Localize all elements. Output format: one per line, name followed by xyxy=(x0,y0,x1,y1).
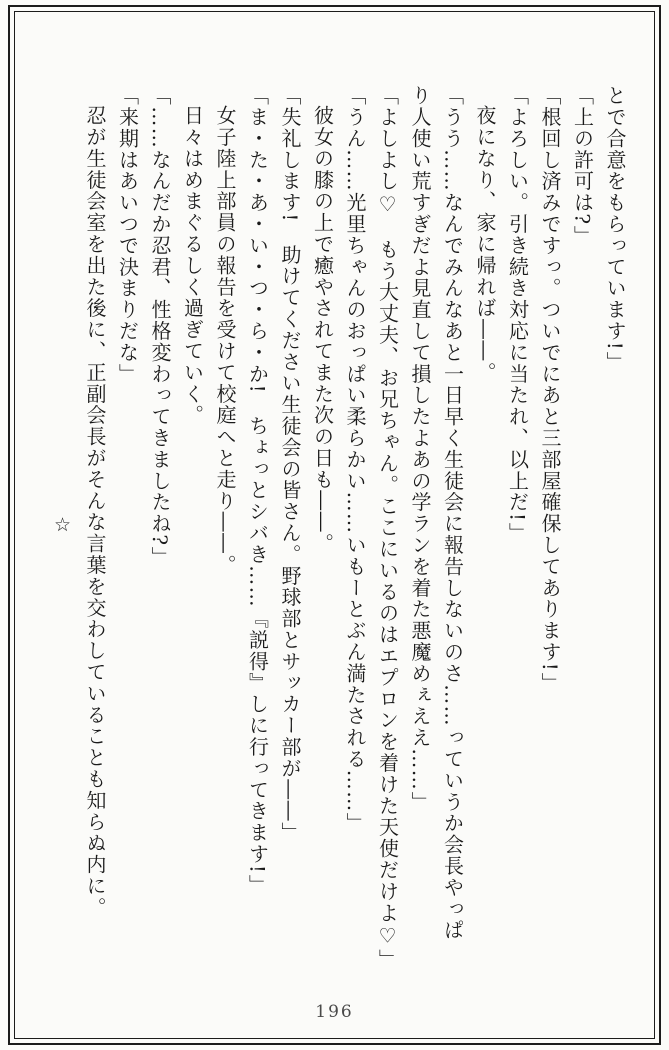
text-line: 「上の許可は?」 xyxy=(570,85,595,247)
text-line: 彼女の膝の上で癒やされてまた次の日も――。 xyxy=(310,105,335,555)
text-line: 「失礼します! 助けてください生徒会の皆さん。野球部とサッカー部が――」 xyxy=(278,85,302,844)
scene-break-star: ☆ xyxy=(51,514,74,536)
text-line: 「根回し済みですっ。ついでにあと三部屋確保してあります!」 xyxy=(538,85,562,694)
text-line: 「うう……なんでみんなあと一日早く生徒会に報告しないのさ……っていうか会長やっぱ xyxy=(440,85,465,941)
text-line: 忍が生徒会室を出た後に、正副会長がそんな言葉を交わしていることも知らぬ内に。 xyxy=(83,105,107,919)
text-line: とで合意をもらっています!」 xyxy=(603,85,627,373)
page-number: 196 xyxy=(315,1002,354,1022)
text-line: 「よしよし♡ もう大丈夫、お兄ちゃん。ここにいるのはエプロンを着けた天使だけよ♡」 xyxy=(375,85,400,971)
text-line: 「うん……光里ちゃんのおっぱい柔らかい……いもーとぶん満たされる……」 xyxy=(343,85,367,834)
text-line: り人使い荒すぎだよ見直して損したよあの学ランを着た悪魔めぇええ……」 xyxy=(408,85,432,813)
text-line: 「よろしい。引き続き対応に当たれ、以上だ!」 xyxy=(505,85,530,544)
text-line: 「ま・た・あ・い・つ・ら・か! ちょっとシバき……『説得』しに行ってきます!」 xyxy=(245,85,270,896)
text-line: 日々はめまぐるしく過ぎていく。 xyxy=(180,105,205,426)
text-line: 夜になり、家に帰れば――。 xyxy=(473,105,497,384)
text-line: 「来期はあいつで決まりだな」 xyxy=(115,85,140,385)
text-line: 「……なんだか忍君、性格変わってきましたね?」 xyxy=(148,85,172,568)
novel-text-block xyxy=(45,85,631,971)
text-line: 女子陸上部員の報告を受けて校庭へと走り――。 xyxy=(213,105,237,576)
